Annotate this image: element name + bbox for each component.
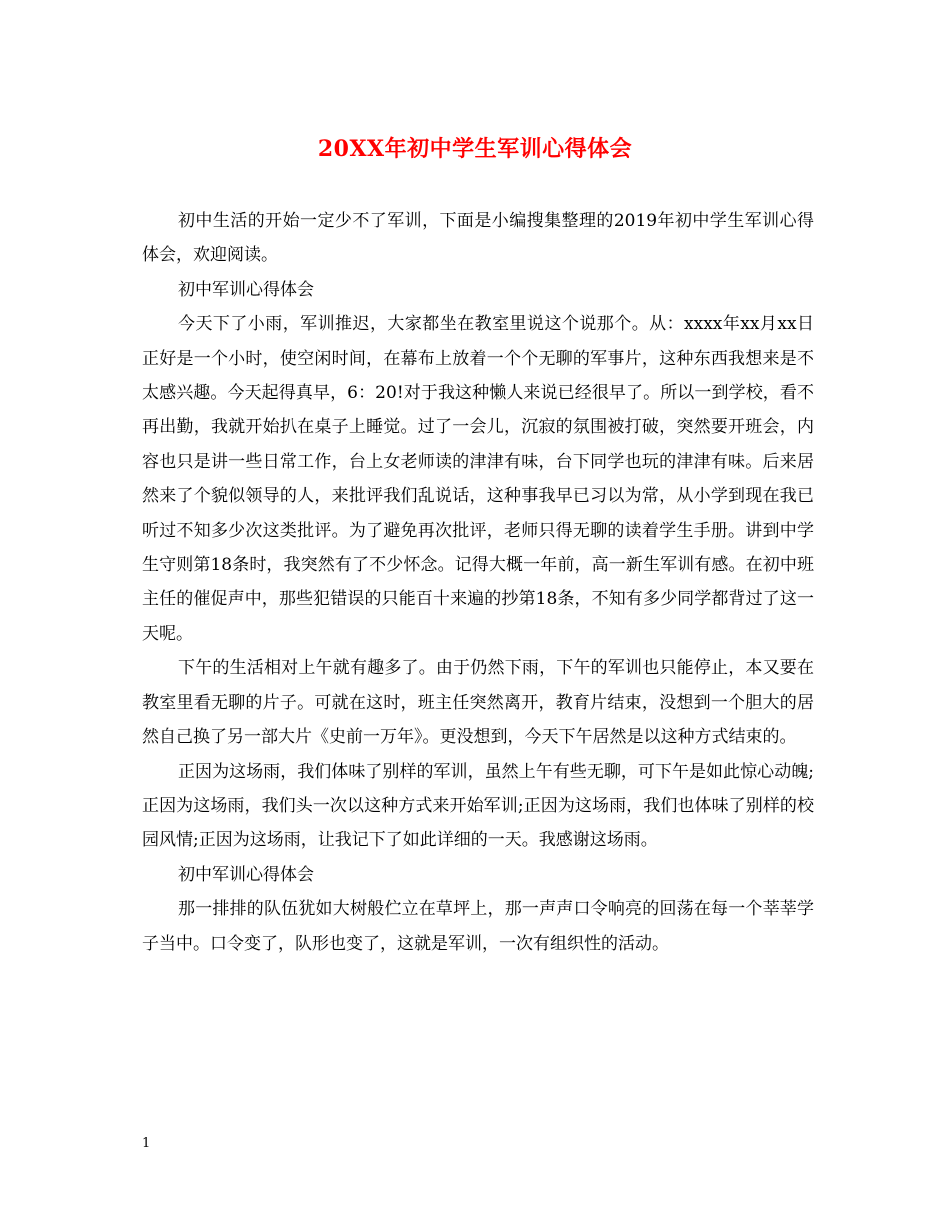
section-heading: 初中军训心得体会 (178, 864, 314, 885)
document-body (142, 204, 814, 961)
paragraph-morning: 今天下了小雨，军训推迟，大家都坐在教室里说这个说那个。从：xxxx年xx月xx日正好是一个小时，使空闲时间，在幕布上放着一个个无聊的军事片，这种东西我想来是不太感兴趣。今天起得真早，6：20!对于我这种懒人来说已经很早了。所以一到学校，看不再出勤，我就开始扒在桌子上睡觉。过了一会儿，沉寂的氛围被打破，突然要开班会，内容也只是讲一些日常工作，台上女老师读的津津有味，台下同学也玩的津津有味。后来居然来了个貌似领导的人，来批评我们乱说话，这种事我早已习以为常，从小学到现在我已听过不知多少次这类批评。为了避免再次批评，老师只得无聊的读着学生手册。讲到中学生守则第18条时，我突然有了不少怀念。记得大概一年前，高一新生军训有感。在初中班主任的催促声中，那些犯错误的只能百十来遍的抄第18条，不知有多少同学都背过了这一天呢。 (142, 314, 814, 644)
document-title: 20XX年初中学生军训心得体会 (317, 136, 633, 162)
page-number: 1 (142, 1136, 151, 1151)
paragraph-intro: 初中生活的开始一定少不了军训，下面是小编搜集整理的2019年初中学生军训心得体会，欢迎阅读。 (142, 211, 814, 266)
paragraph-afternoon: 下午的生活相对上午就有趣多了。由于仍然下雨，下午的军训也只能停止，本又要在教室里看无聊的片子。可就在这时，班主任突然离开，教育片结束，没想到一个胆大的居然自己换了另一部大片《史前一万年》。更没想到，今天下午居然是以这种方式结束的。 (142, 658, 814, 748)
paragraph-rain: 正因为这场雨，我们体味了别样的军训，虽然上午有些无聊，可下午是如此惊心动魄;正因为这场雨，我们头一次以这种方式来开始军训;正因为这场雨，我们也体味了别样的校园风情;正因为这场雨，让我记下了如此详细的一天。我感谢这场雨。 (142, 761, 814, 851)
paragraph-formation: 那一排排的队伍犹如大树般伫立在草坪上，那一声声口令响亮的回荡在每一个莘莘学子当中。口令变了，队形也变了，这就是军训，一次有组织性的活动。 (142, 899, 814, 954)
section-heading: 初中军训心得体会 (178, 279, 314, 300)
